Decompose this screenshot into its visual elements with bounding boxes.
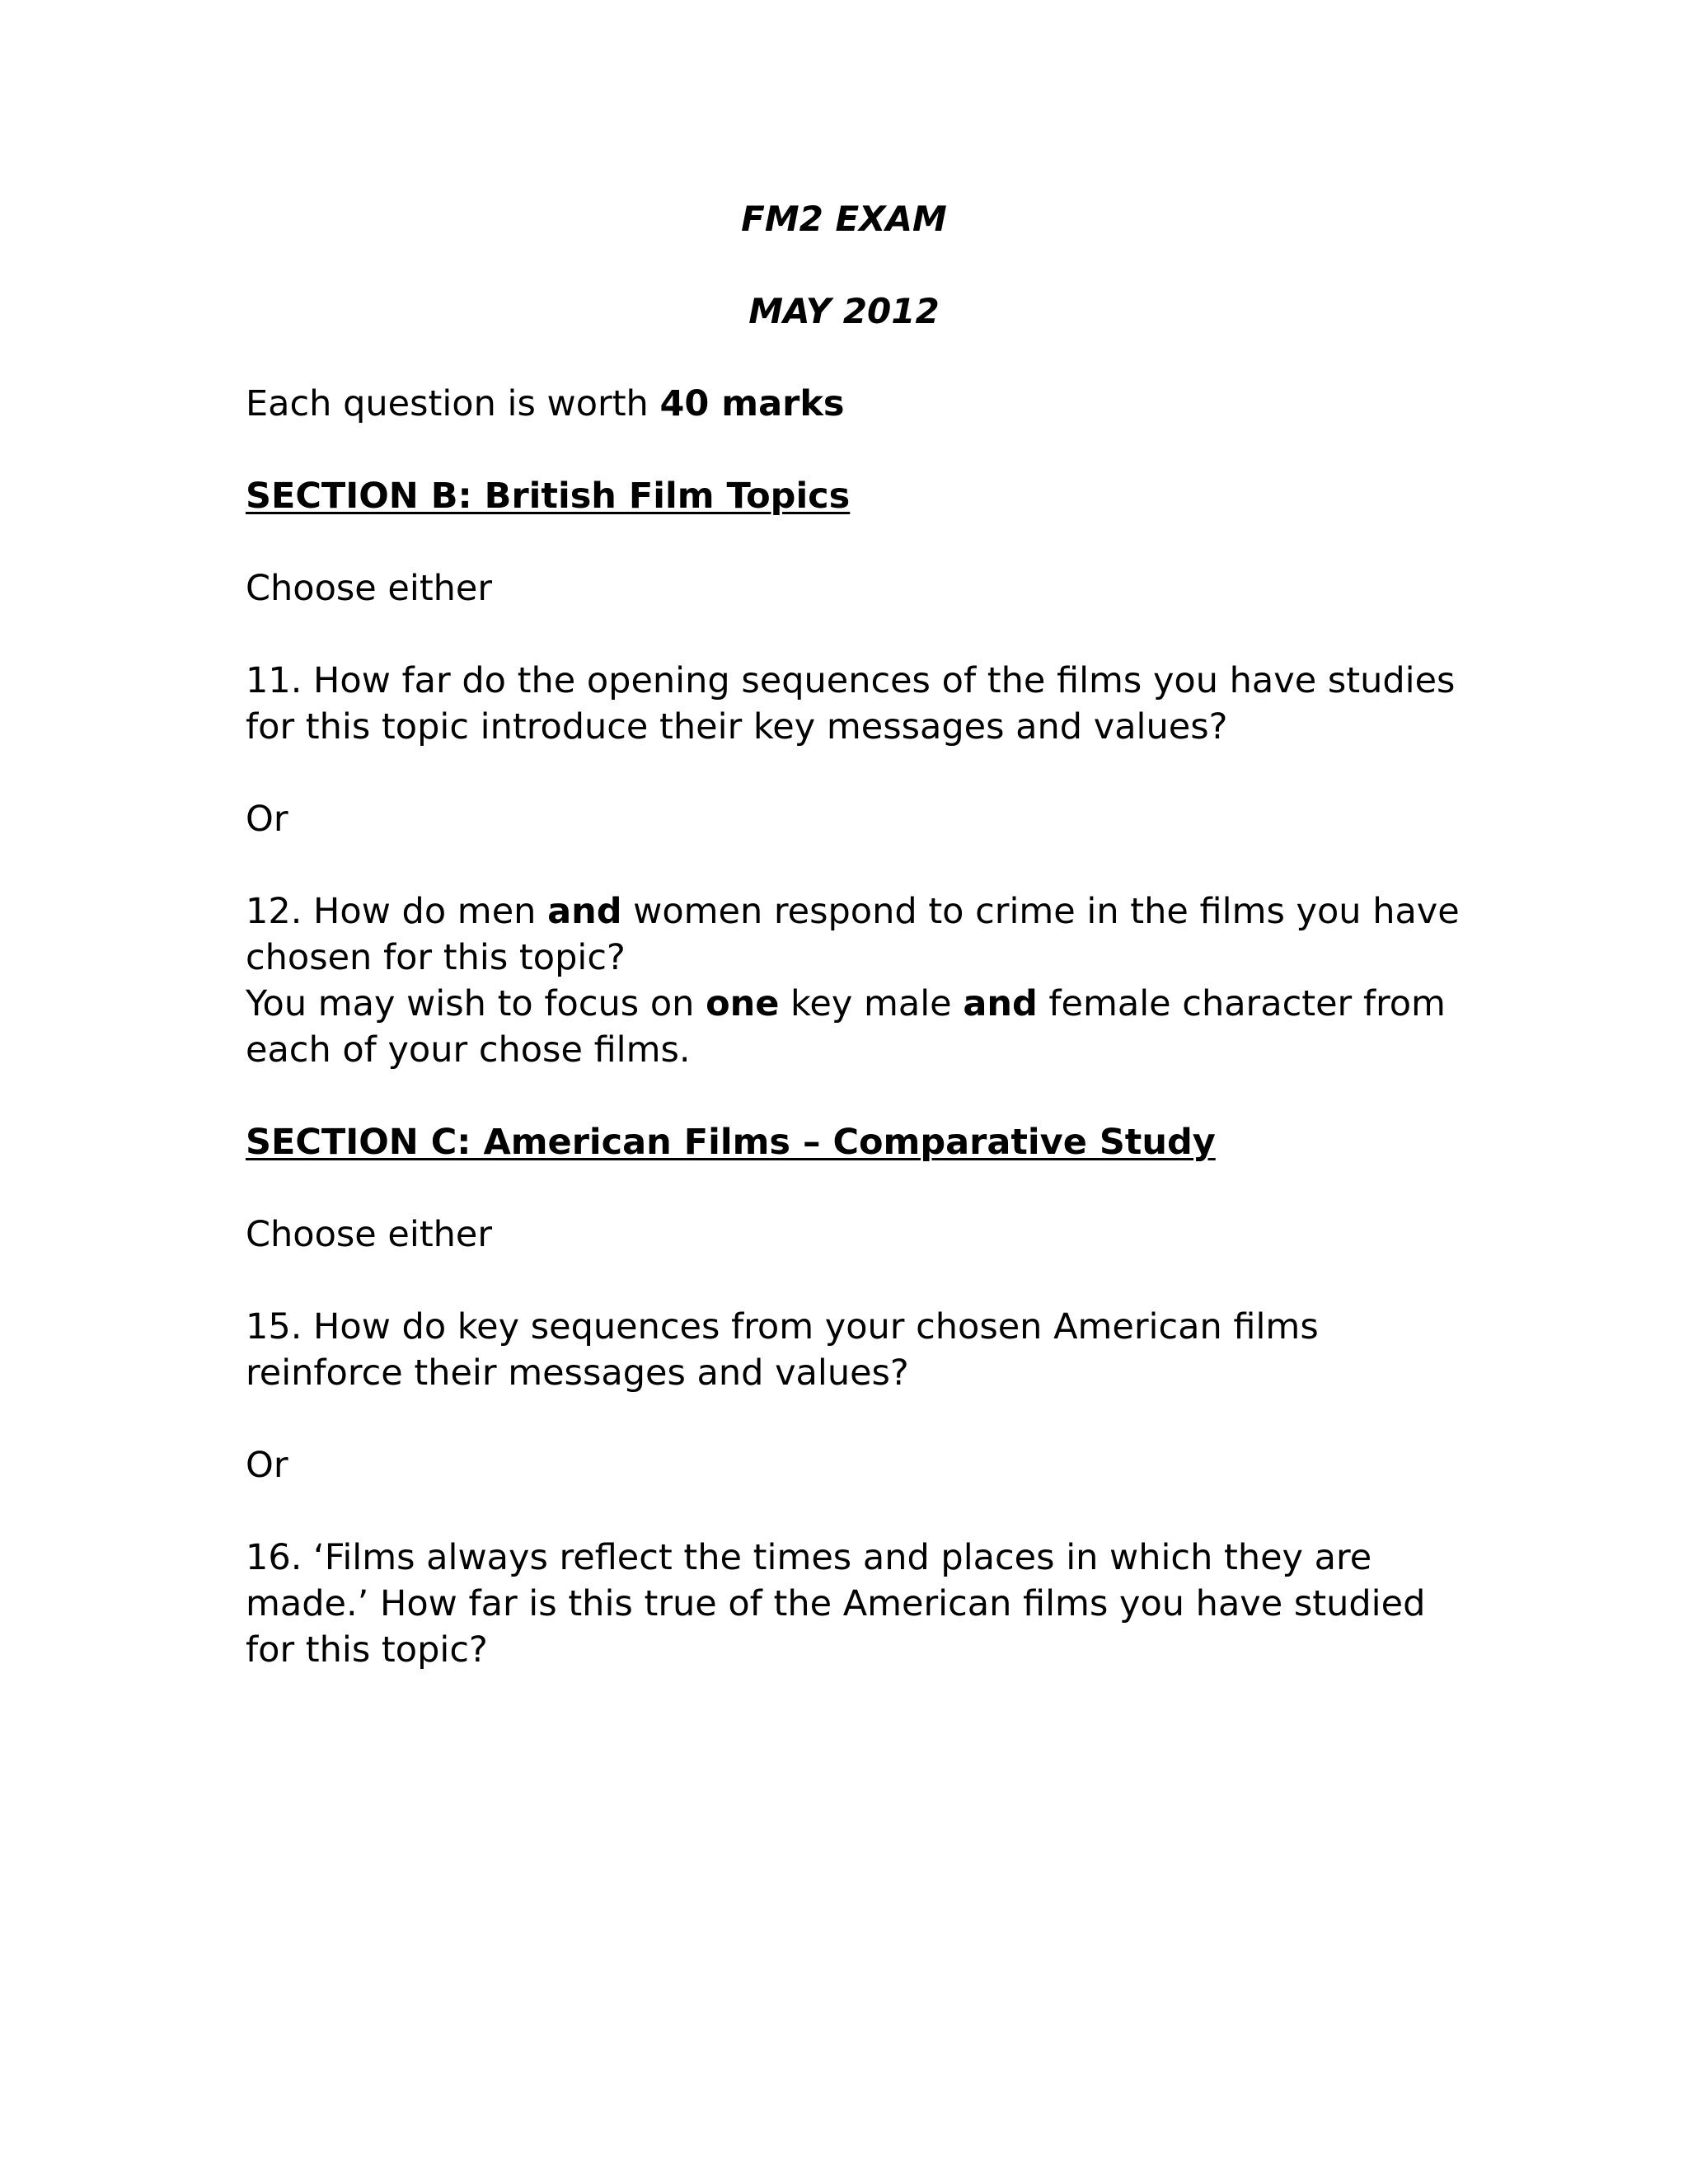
q12-bold-and: and: [547, 891, 622, 932]
q12-bold-one: one: [706, 983, 780, 1024]
q12-part-5: female character from each of your chose films.: [246, 983, 1446, 1071]
marks-value: 40 marks: [659, 383, 845, 424]
q12-bold-and-2: and: [963, 983, 1038, 1024]
section-c-choose: Choose either: [246, 1214, 493, 1255]
question-16: 16. ‘Films always reflect the times and places in which they are made.’ How far is this true of the American films you have studied for this topic?: [246, 1537, 1426, 1671]
question-15: 15. How do key sequences from your chosen American films reinforce their messages and values?: [246, 1306, 1319, 1394]
marks-note: [246, 381, 1482, 427]
q12-part-1: 12. How do men: [246, 891, 548, 932]
q12-part-2: women respond to crime in the films you have chosen for this topic?: [246, 891, 1460, 978]
section-b-heading: SECTION B: British Film Topics: [246, 476, 851, 517]
exam-date: MAY 2012: [748, 291, 940, 331]
marks-note-text: Each question is worth: [246, 383, 660, 424]
section-b-or: Or: [246, 799, 288, 840]
q12-part-4: key male: [779, 983, 964, 1024]
q12-part-3: You may wish to focus on: [246, 983, 706, 1024]
question-12-hint: [246, 981, 1482, 1073]
exam-title: FM2 EXAM: [741, 199, 947, 239]
section-c-or: Or: [246, 1445, 288, 1486]
section-b-choose: Choose either: [246, 568, 493, 609]
exam-body: [246, 381, 1482, 1673]
question-11: 11. How far do the opening sequences of the films you have studies for this topic introduce their key messages and values?: [246, 660, 1456, 748]
section-c-heading: SECTION C: American Films – Comparative Study: [246, 1122, 1216, 1163]
question-12: [246, 888, 1482, 981]
